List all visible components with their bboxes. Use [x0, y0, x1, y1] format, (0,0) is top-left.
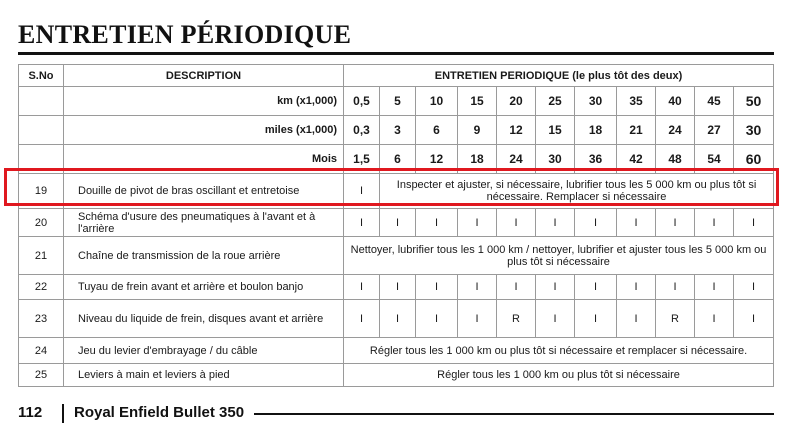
- mois-value: 42: [617, 145, 656, 174]
- row-description: Tuyau de frein avant et arrière et boulon banjo: [64, 275, 344, 300]
- footer-separator: [62, 404, 64, 423]
- row-description: Leviers à main et leviers à pied: [64, 364, 344, 387]
- row-description: Douille de pivot de bras oscillant et entretoise: [64, 174, 344, 209]
- row-description: Niveau du liquide de frein, disques avant et arrière: [64, 300, 344, 338]
- row-mark: I: [617, 209, 656, 237]
- miles-value: 12: [497, 116, 536, 145]
- row-mark: I: [458, 300, 497, 338]
- row-number: 20: [19, 209, 64, 237]
- page-footer: [18, 402, 778, 426]
- title-underline: [18, 52, 774, 55]
- header-sno: S.No: [19, 65, 64, 87]
- mois-value: 36: [575, 145, 617, 174]
- maintenance-table: [18, 64, 774, 387]
- row-mark: I: [380, 209, 416, 237]
- mois-value: 1,5: [344, 145, 380, 174]
- mois-row: [19, 145, 774, 174]
- row-mark: I: [617, 275, 656, 300]
- table-row: [19, 364, 774, 387]
- mois-value: 18: [458, 145, 497, 174]
- miles-value: 24: [656, 116, 695, 145]
- miles-value: 27: [695, 116, 734, 145]
- mois-value: 60: [734, 145, 774, 174]
- header-schedule: ENTRETIEN PERIODIQUE (le plus tôt des deux): [344, 65, 774, 87]
- row-mark: I: [536, 209, 575, 237]
- row-description: Jeu du levier d'embrayage / du câble: [64, 338, 344, 364]
- miles-value: 3: [380, 116, 416, 145]
- mois-value: 6: [380, 145, 416, 174]
- row-mark: I: [617, 300, 656, 338]
- km-row: [19, 87, 774, 116]
- row-mark: I: [575, 275, 617, 300]
- mois-value: 30: [536, 145, 575, 174]
- km-value: 0,5: [344, 87, 380, 116]
- row-mark: I: [380, 300, 416, 338]
- table-row: [19, 209, 774, 237]
- mois-value: 12: [416, 145, 458, 174]
- row-mark: I: [575, 209, 617, 237]
- km-value: 10: [416, 87, 458, 116]
- miles-row: [19, 116, 774, 145]
- row-description: Schéma d'usure des pneumatiques à l'avant et à l'arrière: [64, 209, 344, 237]
- empty-cell: [19, 87, 64, 116]
- km-value: 20: [497, 87, 536, 116]
- table-row: [19, 338, 774, 364]
- footer-rule: [254, 413, 774, 415]
- table-row: [19, 237, 774, 275]
- row-mark: I: [734, 209, 774, 237]
- row-mark: I: [695, 275, 734, 300]
- mois-value: 24: [497, 145, 536, 174]
- row-mark: I: [695, 209, 734, 237]
- miles-value: 30: [734, 116, 774, 145]
- miles-value: 6: [416, 116, 458, 145]
- row-mark: I: [344, 209, 380, 237]
- row-mark: I: [695, 300, 734, 338]
- row-mark: I: [344, 174, 380, 209]
- row-mark: I: [416, 275, 458, 300]
- miles-value: 0,3: [344, 116, 380, 145]
- table-header-row: [19, 65, 774, 87]
- miles-value: 21: [617, 116, 656, 145]
- empty-cell: [19, 116, 64, 145]
- row-mark: I: [536, 275, 575, 300]
- row-mark: R: [497, 300, 536, 338]
- row-span-instruction: Inspecter et ajuster, si nécessaire, lubrifier tous les 5 000 km ou plus tôt si nécessaire. Remplacer si nécessaire: [380, 174, 774, 209]
- header-description: DESCRIPTION: [64, 65, 344, 87]
- row-description: Chaîne de transmission de la roue arrière: [64, 237, 344, 275]
- mois-value: 54: [695, 145, 734, 174]
- km-value: 30: [575, 87, 617, 116]
- row-number: 21: [19, 237, 64, 275]
- row-mark: I: [734, 300, 774, 338]
- row-mark: I: [416, 209, 458, 237]
- row-mark: I: [536, 300, 575, 338]
- row-mark: I: [344, 300, 380, 338]
- km-label: km (x1,000): [64, 87, 344, 116]
- row-number: 23: [19, 300, 64, 338]
- miles-value: 15: [536, 116, 575, 145]
- table-row: [19, 300, 774, 338]
- row-span-instruction: Nettoyer, lubrifier tous les 1 000 km / nettoyer, lubrifier et ajuster tous les 5 000 km ou plus tôt si nécessaire: [344, 237, 774, 275]
- row-mark: I: [344, 275, 380, 300]
- page-title: ENTRETIEN PÉRIODIQUE: [18, 20, 352, 49]
- miles-value: 9: [458, 116, 497, 145]
- row-mark: I: [497, 275, 536, 300]
- km-value: 5: [380, 87, 416, 116]
- row-mark: R: [656, 300, 695, 338]
- mois-label: Mois: [64, 145, 344, 174]
- km-value: 45: [695, 87, 734, 116]
- row-number: 24: [19, 338, 64, 364]
- km-value: 40: [656, 87, 695, 116]
- mois-value: 48: [656, 145, 695, 174]
- row-number: 25: [19, 364, 64, 387]
- row-mark: I: [497, 209, 536, 237]
- row-number: 19: [19, 174, 64, 209]
- table-row: [19, 275, 774, 300]
- row-mark: I: [416, 300, 458, 338]
- row-span-instruction: Régler tous les 1 000 km ou plus tôt si nécessaire et remplacer si nécessaire.: [344, 338, 774, 364]
- row-mark: I: [575, 300, 617, 338]
- empty-cell: [19, 145, 64, 174]
- table-row: [19, 174, 774, 209]
- km-value: 25: [536, 87, 575, 116]
- book-title: Royal Enfield Bullet 350: [74, 404, 245, 421]
- page-number: 112: [18, 404, 43, 421]
- row-mark: I: [656, 275, 695, 300]
- row-mark: I: [458, 275, 497, 300]
- row-mark: I: [458, 209, 497, 237]
- row-number: 22: [19, 275, 64, 300]
- miles-value: 18: [575, 116, 617, 145]
- row-span-instruction: Régler tous les 1 000 km ou plus tôt si nécessaire: [344, 364, 774, 387]
- row-mark: I: [380, 275, 416, 300]
- row-mark: I: [656, 209, 695, 237]
- row-mark: I: [734, 275, 774, 300]
- km-value: 15: [458, 87, 497, 116]
- miles-label: miles (x1,000): [64, 116, 344, 145]
- km-value: 50: [734, 87, 774, 116]
- km-value: 35: [617, 87, 656, 116]
